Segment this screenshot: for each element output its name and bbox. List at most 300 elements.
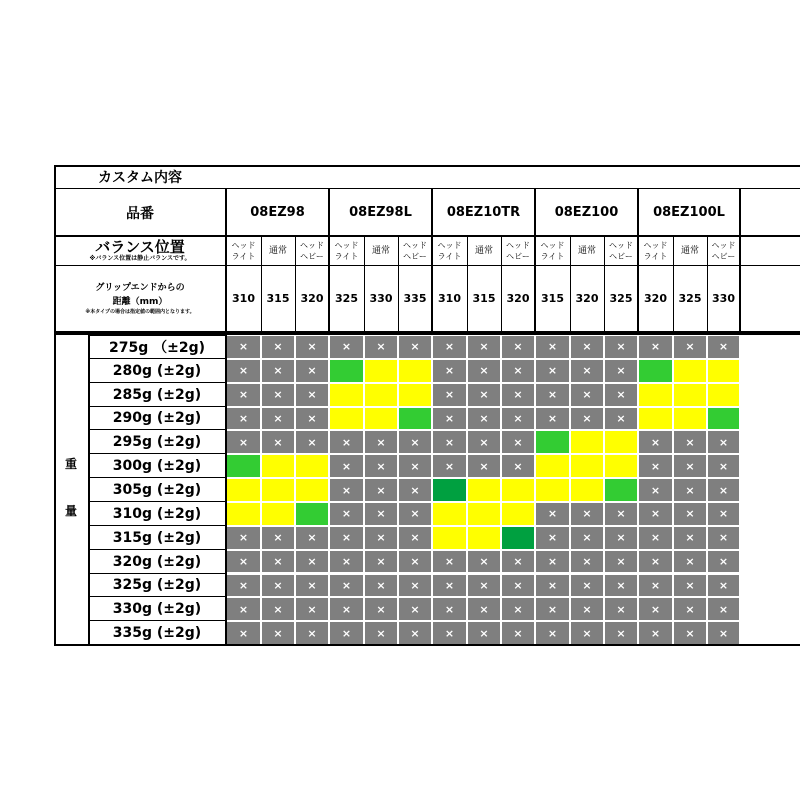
balance-type-line2: ヘビー — [300, 252, 324, 261]
unavailable-cell: × — [674, 431, 706, 453]
unavailable-cell: × — [262, 598, 294, 620]
unavailable-cell: × — [502, 622, 534, 644]
border-line — [604, 236, 605, 331]
balance-note: ※バランス位置は静止バランスです。 — [89, 255, 191, 262]
unavailable-cell: × — [330, 622, 363, 644]
unavailable-cell: × — [502, 336, 534, 358]
unavailable-cell: × — [262, 551, 294, 573]
border-line — [54, 644, 800, 646]
border-line — [88, 501, 226, 502]
available-cell — [365, 384, 397, 406]
unavailable-cell: × — [227, 527, 260, 549]
unavailable-cell: × — [399, 431, 431, 453]
border-line — [54, 235, 800, 237]
border-line — [88, 477, 226, 478]
grip-distance-value: 310 — [438, 292, 461, 305]
balance-type-line2: ライト — [540, 252, 565, 261]
balance-type-line1: ヘッド — [403, 241, 427, 250]
unavailable-cell: × — [227, 551, 260, 573]
balance-type — [295, 236, 329, 266]
balance-type-line1: ヘッド — [643, 241, 668, 250]
unavailable-cell: × — [674, 455, 706, 477]
unavailable-cell: × — [330, 479, 363, 501]
unavailable-cell: × — [502, 551, 534, 573]
available-cell — [296, 455, 328, 477]
unavailable-cell: × — [674, 551, 706, 573]
available-cell — [536, 479, 569, 501]
border-line — [88, 620, 226, 621]
weight-label: 320g (±2g) — [112, 553, 202, 570]
available-cell — [708, 360, 739, 382]
unavailable-cell: × — [433, 551, 466, 573]
unavailable-cell: × — [468, 384, 500, 406]
available-cell — [571, 455, 603, 477]
recommended-cell — [605, 479, 637, 501]
unavailable-cell: × — [708, 479, 739, 501]
unavailable-cell: × — [639, 336, 672, 358]
unavailable-cell: × — [296, 408, 328, 430]
balance-type — [604, 236, 638, 266]
grip-distance-value: 310 — [232, 292, 255, 305]
balance-title: バランス位置 — [95, 238, 185, 256]
balance-type — [638, 236, 673, 266]
weight-label: 285g (±2g) — [112, 386, 202, 403]
balance-type-line1: ヘッド — [711, 241, 736, 250]
balance-type — [707, 236, 740, 266]
border-line — [88, 549, 226, 550]
unavailable-cell: × — [262, 575, 294, 597]
unavailable-cell: × — [605, 527, 637, 549]
grip-distance-value: 320 — [644, 292, 667, 305]
border-line — [54, 265, 800, 266]
unavailable-cell: × — [571, 575, 603, 597]
available-cell — [571, 479, 603, 501]
border-line — [54, 188, 800, 189]
unavailable-cell: × — [262, 336, 294, 358]
unavailable-cell: × — [674, 598, 706, 620]
weight-label-2: 量 — [64, 503, 77, 518]
unavailable-cell: × — [433, 622, 466, 644]
unavailable-cell: × — [639, 479, 672, 501]
grip-distance-value: 325 — [678, 292, 702, 305]
unavailable-cell: × — [433, 336, 466, 358]
unavailable-cell: × — [605, 551, 637, 573]
unavailable-cell: × — [399, 336, 431, 358]
border-line — [295, 236, 296, 331]
balance-type-line1: ヘッド — [540, 241, 565, 250]
balance-type — [673, 236, 707, 266]
unavailable-cell: × — [399, 598, 431, 620]
recommended-cell — [330, 360, 363, 382]
unavailable-cell: × — [365, 503, 397, 525]
balance-type — [329, 236, 364, 266]
balance-type — [261, 236, 295, 266]
unavailable-cell: × — [639, 455, 672, 477]
unavailable-cell: × — [536, 336, 569, 358]
unavailable-cell: × — [639, 622, 672, 644]
unavailable-cell: × — [365, 551, 397, 573]
unavailable-cell: × — [674, 575, 706, 597]
balance-type — [226, 236, 261, 266]
unavailable-cell: × — [536, 360, 569, 382]
unavailable-cell: × — [330, 503, 363, 525]
weight-label: 325g (±2g) — [112, 577, 202, 594]
unavailable-cell: × — [536, 384, 569, 406]
unavailable-cell: × — [605, 408, 637, 430]
balance-type — [398, 236, 432, 266]
balance-type-line1: 通常 — [474, 245, 493, 256]
available-cell — [262, 503, 294, 525]
unavailable-cell: × — [502, 598, 534, 620]
unavailable-cell: × — [262, 431, 294, 453]
unavailable-cell: × — [468, 408, 500, 430]
balance-type — [364, 236, 398, 266]
weight-label: 300g (±2g) — [112, 458, 202, 475]
unavailable-cell: × — [605, 360, 637, 382]
grip-title-1: グリップエンドからの — [95, 283, 185, 293]
weight-label: 335g (±2g) — [112, 625, 202, 642]
available-cell — [399, 360, 431, 382]
balance-type-line2: ヘビー — [609, 252, 633, 261]
unavailable-cell: × — [708, 551, 739, 573]
unavailable-cell: × — [536, 598, 569, 620]
custom-content-label: カスタム内容 — [98, 170, 182, 186]
unavailable-cell: × — [502, 360, 534, 382]
unavailable-cell: × — [571, 598, 603, 620]
unavailable-cell: × — [296, 598, 328, 620]
grip-distance-value: 320 — [506, 292, 530, 305]
weight-label: 280g (±2g) — [112, 362, 202, 379]
grip-distance-value: 315 — [266, 292, 290, 305]
unavailable-cell: × — [536, 503, 569, 525]
balance-type-line1: ヘッド — [334, 241, 359, 250]
unavailable-cell: × — [296, 336, 328, 358]
grip-distance-value: 335 — [403, 292, 427, 305]
border-line — [54, 165, 800, 167]
unavailable-cell: × — [605, 384, 637, 406]
border-line — [88, 335, 226, 336]
border-line — [88, 382, 226, 383]
available-cell — [502, 503, 534, 525]
unavailable-cell: × — [227, 575, 260, 597]
border-line — [364, 236, 365, 331]
weight-label-1: 重 — [64, 456, 77, 471]
balance-type-line1: ヘッド — [437, 241, 462, 250]
border-line — [739, 188, 741, 332]
balance-type-line1: ヘッド — [506, 241, 530, 250]
unavailable-cell: × — [571, 336, 603, 358]
unavailable-cell: × — [262, 384, 294, 406]
unavailable-cell: × — [227, 408, 260, 430]
unavailable-cell: × — [708, 527, 739, 549]
unavailable-cell: × — [674, 479, 706, 501]
unavailable-cell: × — [468, 622, 500, 644]
unavailable-cell: × — [365, 431, 397, 453]
unavailable-cell: × — [433, 384, 466, 406]
unavailable-cell: × — [708, 431, 739, 453]
unavailable-cell: × — [708, 575, 739, 597]
unavailable-cell: × — [330, 336, 363, 358]
recommended-cell — [502, 527, 534, 549]
border-line — [467, 236, 468, 331]
available-cell — [365, 408, 397, 430]
weight-label: 330g (±2g) — [112, 601, 202, 618]
unavailable-cell: × — [708, 622, 739, 644]
unavailable-cell: × — [571, 527, 603, 549]
recommended-cell — [399, 408, 431, 430]
balance-type-line1: 通常 — [680, 245, 699, 256]
unavailable-cell: × — [468, 336, 500, 358]
unavailable-cell: × — [571, 551, 603, 573]
unavailable-cell: × — [227, 431, 260, 453]
model-name: 08EZ100 — [554, 205, 619, 220]
unavailable-cell: × — [571, 622, 603, 644]
available-cell — [674, 408, 706, 430]
unavailable-cell: × — [674, 336, 706, 358]
unavailable-cell: × — [708, 503, 739, 525]
unavailable-cell: × — [708, 598, 739, 620]
weight-label: 315g (±2g) — [112, 529, 202, 546]
border-line — [88, 429, 226, 430]
border-line — [54, 165, 56, 646]
unavailable-cell: × — [605, 336, 637, 358]
unavailable-cell: × — [365, 455, 397, 477]
unavailable-cell: × — [365, 527, 397, 549]
unavailable-cell: × — [571, 408, 603, 430]
weight-label: 305g (±2g) — [112, 482, 202, 499]
available-cell — [468, 527, 500, 549]
unavailable-cell: × — [468, 598, 500, 620]
border-line — [431, 188, 433, 332]
unavailable-cell: × — [227, 598, 260, 620]
unavailable-cell: × — [433, 360, 466, 382]
balance-type — [432, 236, 467, 266]
unavailable-cell: × — [296, 551, 328, 573]
unavailable-cell: × — [227, 622, 260, 644]
unavailable-cell: × — [605, 598, 637, 620]
unavailable-cell: × — [639, 527, 672, 549]
available-cell — [536, 455, 569, 477]
available-cell — [227, 503, 260, 525]
unavailable-cell: × — [262, 527, 294, 549]
border-line — [88, 358, 226, 359]
model-name: 08EZ10TR — [446, 205, 521, 220]
available-cell — [433, 527, 466, 549]
unavailable-cell: × — [502, 575, 534, 597]
balance-type-line2: ライト — [437, 252, 462, 261]
unavailable-cell: × — [468, 360, 500, 382]
border-line — [501, 236, 502, 331]
unavailable-cell: × — [365, 598, 397, 620]
available-cell — [468, 503, 500, 525]
unavailable-cell: × — [365, 336, 397, 358]
weight-label: 275g （±2g) — [108, 339, 205, 356]
available-cell — [605, 455, 637, 477]
grip-distance-value: 325 — [609, 292, 633, 305]
balance-type-line1: 通常 — [577, 245, 596, 256]
available-cell — [468, 479, 500, 501]
grip-distance-value: 325 — [335, 292, 358, 305]
grip-note: ※本タイプの場合は指定値の範囲内となります。 — [85, 309, 195, 315]
border-line — [88, 406, 226, 407]
balance-type-line1: ヘッド — [609, 241, 633, 250]
unavailable-cell: × — [502, 408, 534, 430]
unavailable-cell: × — [468, 455, 500, 477]
unavailable-cell: × — [674, 503, 706, 525]
recommended-cell — [296, 503, 328, 525]
unavailable-cell: × — [296, 622, 328, 644]
grip-distance-value: 330 — [369, 292, 393, 305]
unavailable-cell: × — [536, 622, 569, 644]
unavailable-cell: × — [296, 360, 328, 382]
unavailable-cell: × — [639, 431, 672, 453]
model-name: 08EZ98 — [250, 205, 305, 220]
unavailable-cell: × — [468, 431, 500, 453]
balance-type-line1: ヘッド — [231, 241, 256, 250]
unavailable-cell: × — [433, 575, 466, 597]
available-cell — [571, 431, 603, 453]
available-cell — [639, 408, 672, 430]
available-cell — [433, 503, 466, 525]
unavailable-cell: × — [296, 431, 328, 453]
available-cell — [227, 479, 260, 501]
available-cell — [708, 384, 739, 406]
unavailable-cell: × — [399, 622, 431, 644]
balance-type — [570, 236, 604, 266]
balance-type — [467, 236, 501, 266]
unavailable-cell: × — [262, 360, 294, 382]
grip-distance-value: 320 — [575, 292, 599, 305]
part-number-label: 品番 — [126, 205, 154, 222]
border-line — [534, 188, 536, 332]
unavailable-cell: × — [330, 455, 363, 477]
unavailable-cell: × — [502, 455, 534, 477]
unavailable-cell: × — [708, 336, 739, 358]
available-cell — [262, 455, 294, 477]
unavailable-cell: × — [571, 384, 603, 406]
unavailable-cell: × — [674, 622, 706, 644]
border-line — [570, 236, 571, 331]
available-cell — [365, 360, 397, 382]
available-cell — [502, 479, 534, 501]
border-line — [707, 236, 708, 331]
available-cell — [330, 408, 363, 430]
grip-distance-value: 315 — [472, 292, 496, 305]
unavailable-cell: × — [468, 575, 500, 597]
unavailable-cell: × — [365, 622, 397, 644]
balance-type-line2: ライト — [334, 252, 359, 261]
unavailable-cell: × — [708, 455, 739, 477]
grip-distance-label — [54, 266, 226, 331]
available-cell — [605, 431, 637, 453]
unavailable-cell: × — [330, 527, 363, 549]
grip-distance-value: 330 — [712, 292, 735, 305]
available-cell — [674, 384, 706, 406]
recommended-cell — [639, 360, 672, 382]
unavailable-cell: × — [262, 622, 294, 644]
border-line — [88, 525, 226, 526]
balance-type — [535, 236, 570, 266]
grip-title-2: 距離（mm） — [112, 297, 168, 307]
balance-type-line2: ヘビー — [403, 252, 427, 261]
available-cell — [399, 384, 431, 406]
unavailable-cell: × — [639, 503, 672, 525]
border-line — [398, 236, 399, 331]
balance-type-line1: 通常 — [268, 245, 287, 256]
balance-type-line1: ヘッド — [300, 241, 324, 250]
unavailable-cell: × — [433, 408, 466, 430]
unavailable-cell: × — [399, 575, 431, 597]
balance-type-line2: ヘビー — [711, 252, 736, 261]
unavailable-cell: × — [674, 527, 706, 549]
border-line — [88, 334, 90, 645]
unavailable-cell: × — [433, 455, 466, 477]
unavailable-cell: × — [296, 575, 328, 597]
balance-type-line2: ライト — [231, 252, 256, 261]
weight-label: 295g (±2g) — [112, 434, 202, 451]
unavailable-cell: × — [399, 527, 431, 549]
weight-label: 310g (±2g) — [112, 505, 202, 522]
unavailable-cell: × — [399, 551, 431, 573]
unavailable-cell: × — [536, 408, 569, 430]
unavailable-cell: × — [365, 479, 397, 501]
balance-type-line1: 通常 — [371, 245, 390, 256]
unavailable-cell: × — [605, 575, 637, 597]
unavailable-cell: × — [433, 598, 466, 620]
border-line — [637, 188, 639, 332]
unavailable-cell: × — [502, 431, 534, 453]
recommended-cell — [536, 431, 569, 453]
border-line — [88, 596, 226, 597]
unavailable-cell: × — [536, 575, 569, 597]
border-line — [673, 236, 674, 331]
available-cell — [330, 384, 363, 406]
border-line — [328, 188, 330, 332]
spec-table — [54, 165, 800, 645]
unavailable-cell: × — [639, 551, 672, 573]
recommended-cell — [433, 479, 466, 501]
grip-distance-value: 315 — [541, 292, 564, 305]
available-cell — [262, 479, 294, 501]
unavailable-cell: × — [399, 479, 431, 501]
unavailable-cell: × — [296, 527, 328, 549]
unavailable-cell: × — [536, 527, 569, 549]
border-line — [88, 453, 226, 454]
unavailable-cell: × — [571, 503, 603, 525]
unavailable-cell: × — [262, 408, 294, 430]
unavailable-cell: × — [605, 622, 637, 644]
unavailable-cell: × — [605, 503, 637, 525]
weight-label: 290g (±2g) — [112, 410, 202, 427]
available-cell — [296, 479, 328, 501]
unavailable-cell: × — [330, 431, 363, 453]
recommended-cell — [708, 408, 739, 430]
border-line — [225, 188, 227, 646]
unavailable-cell: × — [365, 575, 397, 597]
balance-type-line2: ライト — [643, 252, 668, 261]
unavailable-cell: × — [502, 384, 534, 406]
unavailable-cell: × — [330, 598, 363, 620]
available-cell — [674, 360, 706, 382]
available-cell — [639, 384, 672, 406]
model-name: 08EZ98L — [349, 205, 412, 220]
border-line — [88, 573, 226, 574]
border-line — [261, 236, 262, 331]
unavailable-cell: × — [330, 575, 363, 597]
recommended-cell — [227, 455, 260, 477]
model-name: 08EZ100L — [653, 205, 725, 220]
unavailable-cell: × — [399, 503, 431, 525]
